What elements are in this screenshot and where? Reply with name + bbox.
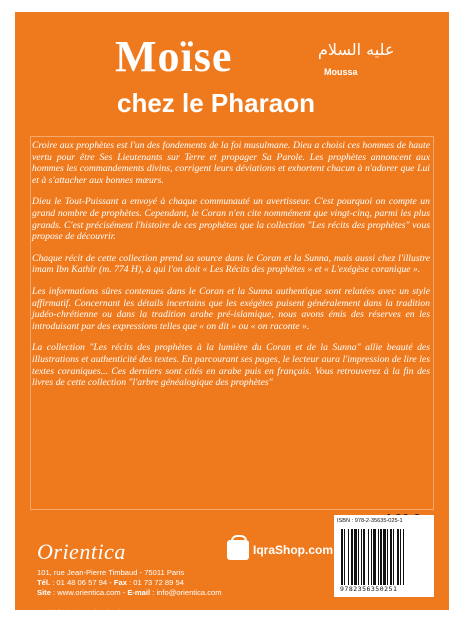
blurb-paragraph-5: La collection "Les récits des prophètes à la lumière du Coran et de la Sunna" allie beauté des illustrations et authenticité des textes. En parcourant ses pages, le lecteur aura l'impression de lire les textes coraniques... Ces derniers sont cités en arabe puis en français. Vous retrouverez à la fin des livres de cette collection "l'arbre généalogique des prophètes" [32, 342, 430, 389]
barcode-bar [351, 529, 353, 585]
barcode-bar [378, 529, 379, 585]
barcode-bar [387, 529, 388, 585]
barcode-bar [344, 529, 345, 585]
barcode-bar [341, 529, 343, 585]
barcode-digits: 9782356350251 [340, 585, 398, 593]
barcode-bar [368, 529, 369, 585]
publisher-phone-fax: Tél. : 01 48 06 57 94 - Fax : 01 73 72 89 54 [37, 578, 184, 587]
barcode-bar [354, 529, 357, 585]
barcode-bar [373, 529, 376, 585]
shop-logo [227, 540, 333, 560]
publisher-contact [37, 568, 222, 598]
book-subtitle: chez le Pharaon [117, 88, 315, 118]
barcode-bar [403, 529, 404, 585]
isbn-number: ISBN : 978-2-35635-025-1 [337, 518, 403, 524]
barcode-bar [348, 529, 349, 585]
barcode-bar [363, 529, 365, 585]
barcode-icon [340, 529, 428, 585]
barcode-bar [400, 529, 401, 585]
barcode-bar [390, 529, 392, 585]
blurb-text [32, 140, 430, 399]
copyright-notice: Copyright © Orientica. Tous droits réservés [37, 609, 123, 614]
blurb-paragraph-3: Chaque récit de cette collection prend sa source dans le Coran et la Sunna, mais aussi chez l'illustre imam Ibn Kathîr (m. 774 H), à qui l'on doit « Les Récits des prophètes » et « L'exégèse coranique ». [32, 252, 430, 276]
publisher-address: 101, rue Jean-Pierre Timbaud - 75011 Paris [37, 568, 185, 577]
barcode-panel [334, 515, 434, 597]
publisher-web: Site : www.orientica.com - E-mail : info@orientica.com [37, 588, 222, 597]
barcode-bar [380, 529, 382, 585]
barcode-bar [371, 529, 372, 585]
barcode-bar [361, 529, 362, 585]
blurb-paragraph-1: Croire aux prophètes est l'un des fondements de la foi musulmane. Dieu a choisi ces hommes de haute vertu pour être Ses Lieutenants sur Terre et propager Sa Parole. Les prophètes annoncent aux hommes les commandements divins, corrigent leurs déviations et exhortent chacun à n'adorer que Lui et à s'attacher aux bonnes mœurs. [32, 140, 430, 186]
blurb-paragraph-4: Les informations sûres contenues dans le Coran et la Sunna authentique sont relatées avec un style affirmatif. Concernant les détails incertains que les exégètes puisent généralement dans la tradition judéo-chrétienne ou dans la tradition arabe pré-islamique, nous avons émis des réserves en les introduisant par des expressions telles que « on dit » ou « on raconte ». [32, 285, 430, 332]
shop-name: IqraShop.com [253, 543, 334, 557]
book-subtitle-name: Moussa [324, 67, 358, 77]
blurb-paragraph-2: Dieu le Tout-Puissant a envoyé à chaque communauté un avertisseur. C'est pourquoi on compte un grand nombre de prophètes. Cependant, le Coran n'en cite nommément que vingt-cinq, parmi les plus grands. C'est précisément l'histoire de ces prophètes que la collection "Les récits des prophètes" vous propose de découvrir. [32, 196, 430, 243]
barcode-bar [397, 529, 399, 585]
shopping-bag-icon [227, 540, 249, 560]
arabic-honorific: عليه السلام [318, 40, 395, 59]
barcode-bar [383, 529, 386, 585]
barcode-bar [393, 529, 394, 585]
book-title: Moïse [115, 32, 233, 81]
publisher-logo: Orientica [37, 539, 126, 564]
barcode-bar [358, 529, 359, 585]
